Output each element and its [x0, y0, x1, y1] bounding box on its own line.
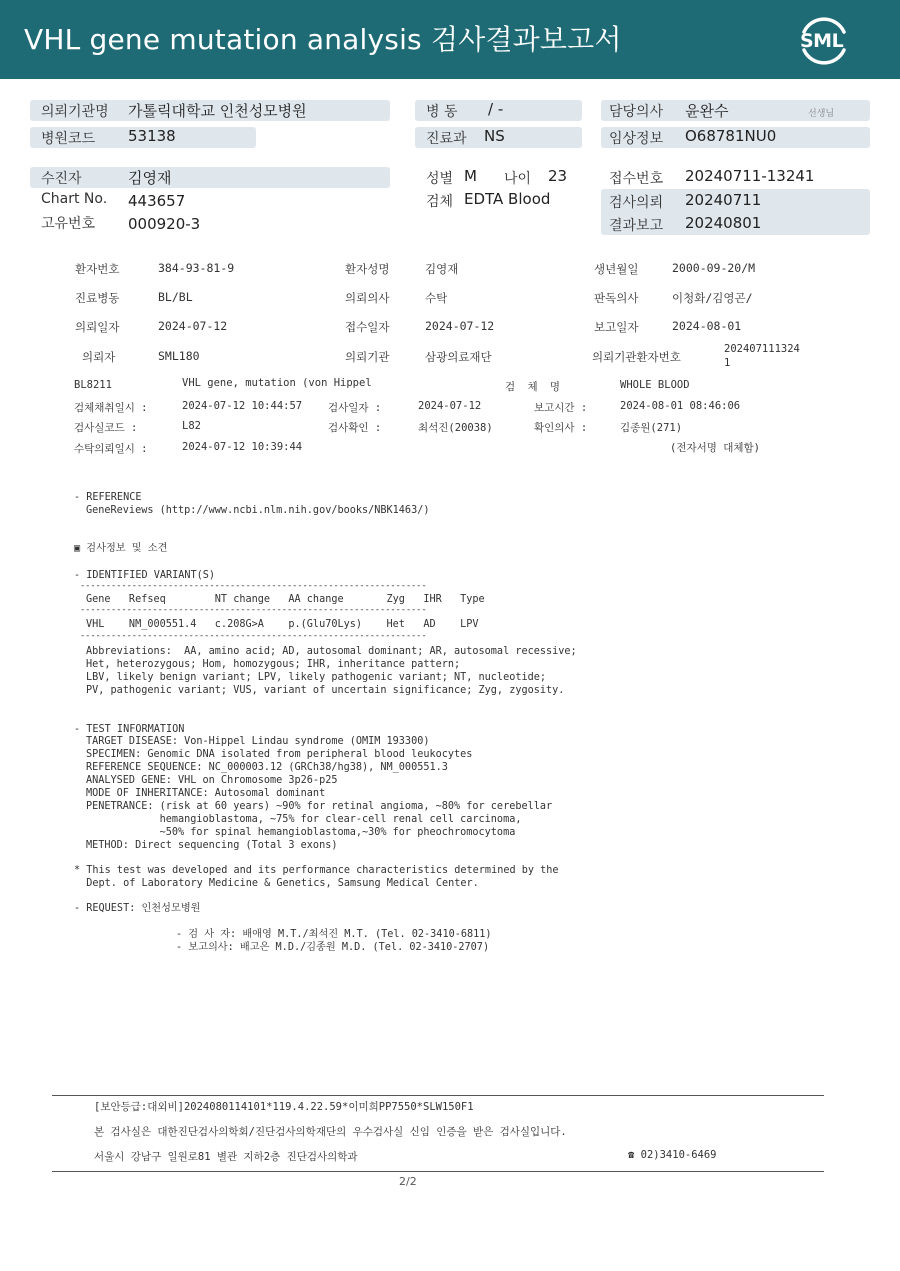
variant-table-header: Gene Refseq NT change AA change Zyg IHR Type	[86, 594, 485, 605]
table-rule-bottom: -------------------------------------------------------------------	[80, 631, 427, 641]
esign-note: (전자서명 대체함)	[670, 442, 760, 454]
doctor-suffix: 선생님	[808, 109, 835, 119]
clinical-value: O68781NU0	[685, 127, 777, 145]
verify-label: 검사확인 :	[328, 422, 382, 434]
abbr-line-4: PV, pathogenic variant; VUS, variant of uncertain significance; Zyg, zygosity.	[86, 685, 565, 696]
readdoc-label: 판독의사	[594, 291, 639, 305]
labcode-value: L82	[182, 420, 201, 432]
confirm-label: 확인의사 :	[534, 422, 588, 434]
verify-value: 최석진(20038)	[418, 422, 493, 434]
testinfo-line-6: PENETRANCE: (risk at 60 years) ~90% for retinal angioma, ~80% for cerebellar	[86, 801, 553, 812]
testdate-value: 2024-07-12	[418, 400, 482, 412]
reference-line: GeneReviews (http://www.ncbi.nlm.nih.gov/books/NBK1463/)	[86, 505, 430, 516]
requester-value: SML180	[158, 349, 200, 363]
refdoc-value: 수탁	[425, 291, 448, 305]
abbr-line-2: Het, heterozygous; Hom, homozygous; IHR, inheritance pattern;	[86, 659, 461, 670]
age-label: 나이	[504, 171, 532, 187]
dob-value: 2000-09-20/M	[672, 261, 756, 275]
institution-label: 의뢰기관명	[41, 104, 109, 120]
ward-label: 병 동	[426, 104, 458, 120]
specimen-label: 검체	[426, 194, 454, 210]
dept-value: NS	[484, 127, 505, 145]
request-label: 검사의뢰	[609, 195, 664, 211]
section-title: ▣ 검사정보 및 소견	[74, 543, 168, 554]
doctor-label: 담당의사	[609, 104, 664, 120]
reference-title: - REFERENCE	[74, 492, 142, 503]
variant-title: - IDENTIFIED VARIANT(S)	[74, 570, 216, 581]
request-line: - REQUEST: 인천성모병원	[74, 903, 201, 914]
uid-label: 고유번호	[41, 216, 96, 232]
footer-rule-top	[52, 1095, 824, 1096]
rcvdate-value: 2024-07-12	[425, 319, 495, 333]
abbr-line-1: Abbreviations: AA, amino acid; AD, autosomal dominant; AR, autosomal recessive;	[86, 646, 577, 657]
testinfo-line-9: METHOD: Direct sequencing (Total 3 exons)	[86, 840, 338, 851]
reporttime-label: 보고시간 :	[534, 402, 588, 414]
instpid-value-1: 202407111324	[724, 343, 800, 355]
chart-label: Chart No.	[41, 191, 108, 207]
patient-label: 수진자	[41, 171, 82, 187]
cert-line: 본 검사실은 대한진단검사의학회/진단검사의학재단의 우수검사실 신임 인증을 받은 검사실입니다.	[94, 1126, 567, 1138]
pname-label: 환자성명	[345, 262, 390, 276]
collect-label: 검체채취일시 :	[74, 402, 148, 414]
logo-text: SML	[800, 30, 844, 52]
report-value: 20240801	[685, 214, 762, 232]
ward-value: / -	[488, 100, 504, 118]
report-header	[0, 0, 900, 79]
repdate-value: 2024-08-01	[672, 319, 742, 333]
instpid-label: 의뢰기관환자번호	[592, 350, 681, 364]
specimen-name-value: WHOLE BLOOD	[620, 379, 690, 391]
reporttime-value: 2024-08-01 08:46:06	[620, 400, 741, 412]
rcvdate-label: 접수일자	[345, 320, 390, 334]
readdoc-value: 이청화/김영곤/	[672, 291, 753, 305]
pid-label: 환자번호	[75, 262, 120, 276]
variant-table-row: VHL NM_000551.4 c.208G>A p.(Glu70Lys) Het AD LPV	[86, 619, 479, 630]
tester-line: - 검 사 자: 배애영 M.T./최석진 M.T. (Tel. 02-3410-6811)	[176, 929, 492, 940]
test-code: BL8211	[74, 379, 112, 391]
sml-logo	[796, 14, 852, 66]
table-rule-mid: -------------------------------------------------------------------	[80, 605, 427, 615]
pid-value: 384-93-81-9	[158, 261, 235, 275]
footer-rule-bottom	[52, 1171, 824, 1172]
patient-value: 김영재	[128, 169, 172, 187]
abbr-line-3: LBV, likely benign variant; LPV, likely pathogenic variant; NT, nucleotide;	[86, 672, 547, 683]
confirm-value: 김종원(271)	[620, 422, 683, 434]
testinfo-line-4: ANALYSED GENE: VHL on Chromosome 3p26-p25	[86, 775, 338, 786]
hospital-code-label: 병원코드	[41, 131, 96, 147]
table-rule-top: -------------------------------------------------------------------	[80, 581, 427, 591]
patient-bar	[30, 167, 390, 188]
receipt-label: 접수번호	[609, 171, 664, 187]
testdate-label: 검사일자 :	[328, 402, 382, 414]
consign-value: 2024-07-12 10:39:44	[182, 441, 303, 453]
ward2-label: 진료병동	[75, 291, 120, 305]
testinfo-line-3: REFERENCE SEQUENCE: NC_000003.12 (GRCh38/hg38), NM_000551.3	[86, 762, 448, 773]
pname-value: 김영재	[425, 262, 459, 276]
testinfo-line-1: TARGET DISEASE: Von-Hippel Lindau syndrome (OMIM 193300)	[86, 736, 430, 747]
hospital-code-value: 53138	[128, 127, 176, 145]
specimen-name-label: 검 체 명	[505, 381, 564, 393]
clinical-label: 임상정보	[609, 131, 664, 147]
report-title: VHL gene mutation analysis 검사결과보고서	[24, 23, 622, 56]
test-name: VHL gene, mutation (von Hippel	[182, 377, 372, 389]
reqinst-label: 의뢰기관	[345, 350, 390, 364]
institution-value: 가톨릭대학교 인천성모병원	[128, 102, 307, 120]
request-value: 20240711	[685, 191, 762, 209]
page-number: 2/2	[399, 1175, 417, 1188]
sex-label: 성별	[426, 171, 454, 187]
chart-value: 443657	[128, 192, 186, 210]
uid-value: 000920-3	[128, 215, 201, 233]
testinfo-line-2: SPECIMEN: Genomic DNA isolated from peripheral blood leukocytes	[86, 749, 473, 760]
labcode-label: 검사실코드 :	[74, 422, 138, 434]
dept-label: 진료과	[426, 131, 467, 147]
repdate-label: 보고일자	[594, 320, 639, 334]
testinfo-title: - TEST INFORMATION	[74, 724, 185, 735]
requester-label: 의뢰자	[82, 350, 116, 364]
testinfo-line-5: MODE OF INHERITANCE: Autosomal dominant	[86, 788, 326, 799]
phone-line: ☎ 02)3410-6469	[628, 1149, 717, 1161]
collect-value: 2024-07-12 10:44:57	[182, 400, 303, 412]
dob-label: 생년월일	[594, 262, 639, 276]
report-label: 결과보고	[609, 218, 664, 234]
reqinst-value: 삼광의료재단	[425, 350, 492, 364]
refdoc-label: 의뢰의사	[345, 291, 390, 305]
note-line-1: * This test was developed and its performance characteristics determined by the	[74, 865, 559, 876]
instpid-value-2: 1	[724, 357, 731, 369]
testinfo-line-7: hemangioblastoma, ~75% for clear-cell renal cell carcinoma,	[86, 814, 522, 825]
address-line: 서울시 강남구 일원로81 별관 지하2층 진단검사의학과	[94, 1151, 358, 1163]
doctor-value: 윤완수	[685, 102, 729, 120]
security-line: [보안등급:대외비]2024080114101*119.4.22.59*이미희PP7550*SLW150F1	[94, 1101, 474, 1113]
reporter-line: - 보고의사: 배고은 M.D./김종원 M.D. (Tel. 02-3410-2707)	[176, 942, 490, 953]
specimen-value: EDTA Blood	[464, 190, 551, 208]
note-line-2: Dept. of Laboratory Medicine & Genetics, Samsung Medical Center.	[74, 878, 479, 889]
testinfo-line-8: ~50% for spinal hemangioblastoma,~30% for pheochromocytoma	[86, 827, 516, 838]
consign-label: 수탁의뢰일시 :	[74, 443, 148, 455]
receipt-value: 20240711-13241	[685, 167, 815, 185]
sex-value: M	[464, 167, 477, 185]
ward2-value: BL/BL	[158, 290, 193, 304]
reqdate-label: 의뢰일자	[75, 320, 120, 334]
age-value: 23	[548, 167, 568, 185]
reqdate-value: 2024-07-12	[158, 319, 228, 333]
